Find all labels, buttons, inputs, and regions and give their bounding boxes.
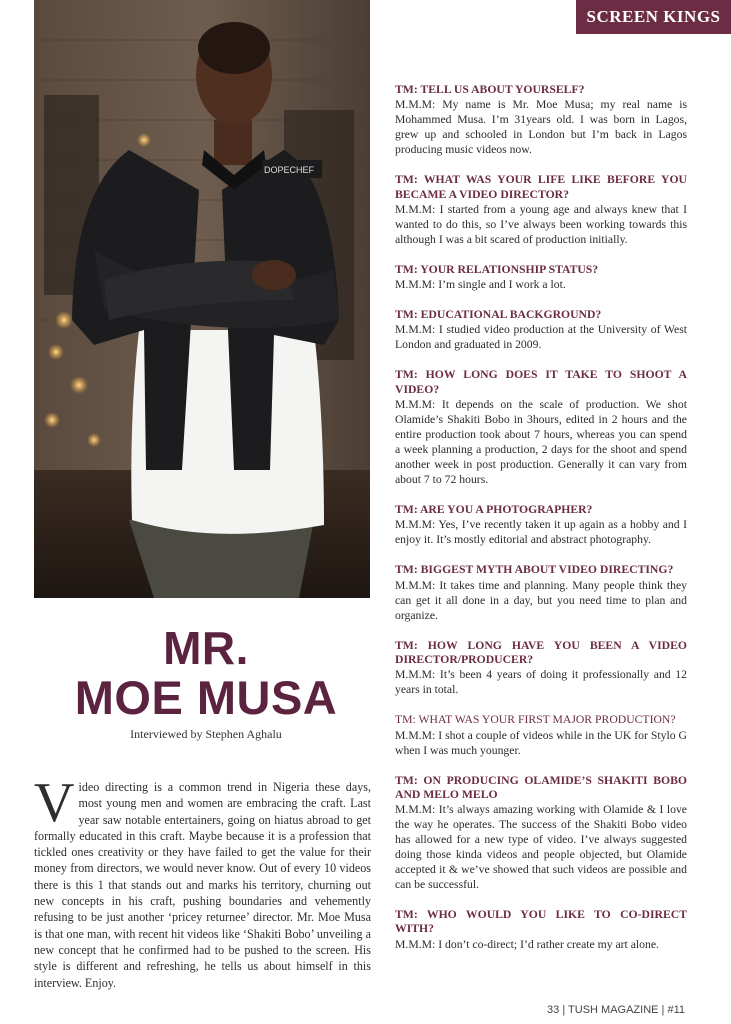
qa-item — [395, 563, 687, 622]
qa-item — [395, 308, 687, 352]
answer: M.M.M: It’s always amazing working with Olamide & I love the way he operates. The success of the Shakiti Bobo video has allowed for a new type of video. I’ve always suggested doing those kinda videos and people objected, but Olamide accepted it & we’ve showed that such videos are possible and can be successful. — [395, 803, 687, 892]
question: TM: ARE YOU A PHOTOGRAPHER? — [395, 503, 593, 517]
qa-item — [395, 639, 687, 698]
answer: M.M.M: My name is Mr. Moe Musa; my real name is Mohammed Musa. I’m 31years old. I was born in Lagos, grew up and schooled in London but I’m back in Lagos producing music videos now. — [395, 98, 687, 157]
answer: M.M.M: I’m single and I work a lot. — [395, 278, 566, 292]
title-line-1: MR. — [163, 622, 249, 674]
question: TM: HOW LONG HAVE YOU BEEN A VIDEO DIRECTOR/PRODUCER? — [395, 638, 687, 666]
answer: M.M.M: It takes time and planning. Many people think they can get it all done in a day, but you need time to plan and organize. — [395, 578, 687, 622]
dropcap: V — [34, 772, 75, 834]
shirt-logo: DOPECHEF — [264, 165, 315, 175]
qa-item — [395, 774, 687, 893]
qa-item — [395, 908, 687, 952]
question: TM: WHAT WAS YOUR FIRST MAJOR PRODUCTION? — [395, 713, 676, 727]
page-footer: 33 | TUSH MAGAZINE | #11 — [547, 1004, 685, 1016]
answer: M.M.M: It’s been 4 years of doing it professionally and 12 years in total. — [395, 668, 687, 697]
qa-item — [395, 263, 687, 292]
title-line-2: MOE MUSA — [74, 671, 338, 724]
answer: M.M.M: I started from a young age and always knew that I wanted to do this, so I’ve always been working towards this although I was a bit scared of production initially. — [395, 202, 687, 246]
title-block — [30, 623, 382, 742]
qa-item — [395, 368, 687, 487]
answer: M.M.M: I don’t co-direct; I’d rather create my art alone. — [395, 937, 659, 951]
question: TM: WHAT WAS YOUR LIFE LIKE BEFORE YOU BECAME A VIDEO DIRECTOR? — [395, 173, 687, 201]
question: TM: BIGGEST MYTH ABOUT VIDEO DIRECTING? — [395, 563, 674, 577]
interview-column — [395, 83, 687, 968]
answer: M.M.M: I shot a couple of videos while in the UK for Stylo G when I was much younger. — [395, 728, 687, 757]
answer: M.M.M: Yes, I’ve recently taken it up again as a hobby and I enjoy it. It’s mostly editorial and abstract photography. — [395, 518, 687, 547]
question: TM: TELL US ABOUT YOURSELF? — [395, 83, 585, 96]
qa-item — [395, 713, 687, 757]
question: TM: ON PRODUCING OLAMIDE’S SHAKITI BOBO AND MELO MELO — [395, 773, 687, 801]
qa-item — [395, 503, 687, 547]
intro-text: ideo directing is a common trend in Nigeria these days, most young men and women are embracing the craft. Last year saw notable entertainers, going on hiatus abroad to get formally educated in this craft. Maybe because it is a profession that tickled ones creativity or they have failed to get the value for their money from directors, we would never know. Out of every 10 videos there is this 1 that stands out and marks his territory, churning out new concepts in his craft, pushing boundaries and vehemently refusing to be just another ‘pricey returnee’ director. Mr. Moe Musa is that one man, with recent hit videos like ‘Shakiti Bobo’ unveiling a new concept that he confirmed had to be pushed to the screen. His style is different and refreshing, he tells us about himself in this interview. Enjoy. — [34, 780, 371, 990]
byline: Interviewed by Stephen Aghalu — [130, 727, 282, 741]
question: TM: YOUR RELATIONSHIP STATUS? — [395, 262, 599, 276]
answer: M.M.M: It depends on the scale of production. We shot Olamide’s Shakiti Bobo in 3hours, edited in 2 hours and the entire production took about 7 hours, whereas you can spend a week planning a production, 2 days for the shoot and spend another week in post production. Generally it can vary from about 7 to 72 hours. — [395, 398, 687, 487]
answer: M.M.M: I studied video production at the University of West London and graduated in 2009. — [395, 323, 687, 352]
portrait-photo — [34, 0, 370, 598]
intro-paragraph — [34, 772, 371, 991]
question: TM: HOW LONG DOES IT TAKE TO SHOOT A VIDEO? — [395, 368, 687, 396]
section-tag: SCREEN KINGS — [576, 0, 731, 34]
qa-item — [395, 173, 687, 247]
portrait-illustration — [34, 0, 370, 598]
question: TM: WHO WOULD YOU LIKE TO CO-DIRECT WITH? — [395, 908, 687, 936]
question: TM: EDUCATIONAL BACKGROUND? — [395, 308, 602, 322]
qa-item — [395, 83, 687, 157]
